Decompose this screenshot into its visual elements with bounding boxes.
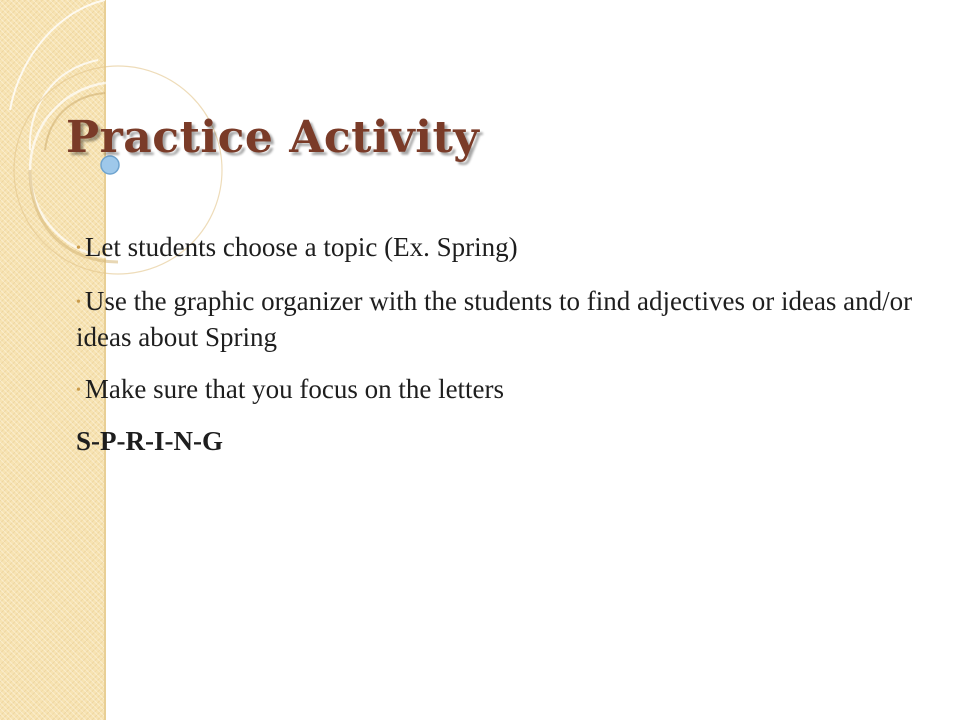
bullet-item-2 (76, 284, 916, 354)
bullet-icon: • (76, 241, 81, 256)
bullet-item-1 (76, 230, 916, 266)
bullet-text: Use the graphic organizer with the students to find adjectives or ideas and/or ideas about Spring (76, 286, 913, 352)
emphasis-word: S-P-R-I-N-G (76, 426, 223, 456)
bullet-text: Let students choose a topic (Ex. Spring) (84, 232, 518, 262)
bullet-item-3 (76, 372, 916, 408)
bullet-list (76, 230, 916, 476)
bullet-icon: • (76, 383, 81, 398)
bullet-text: Make sure that you focus on the letters (84, 374, 505, 404)
slide-title: Practice Activity (66, 112, 480, 163)
bullet-icon: • (76, 295, 81, 310)
